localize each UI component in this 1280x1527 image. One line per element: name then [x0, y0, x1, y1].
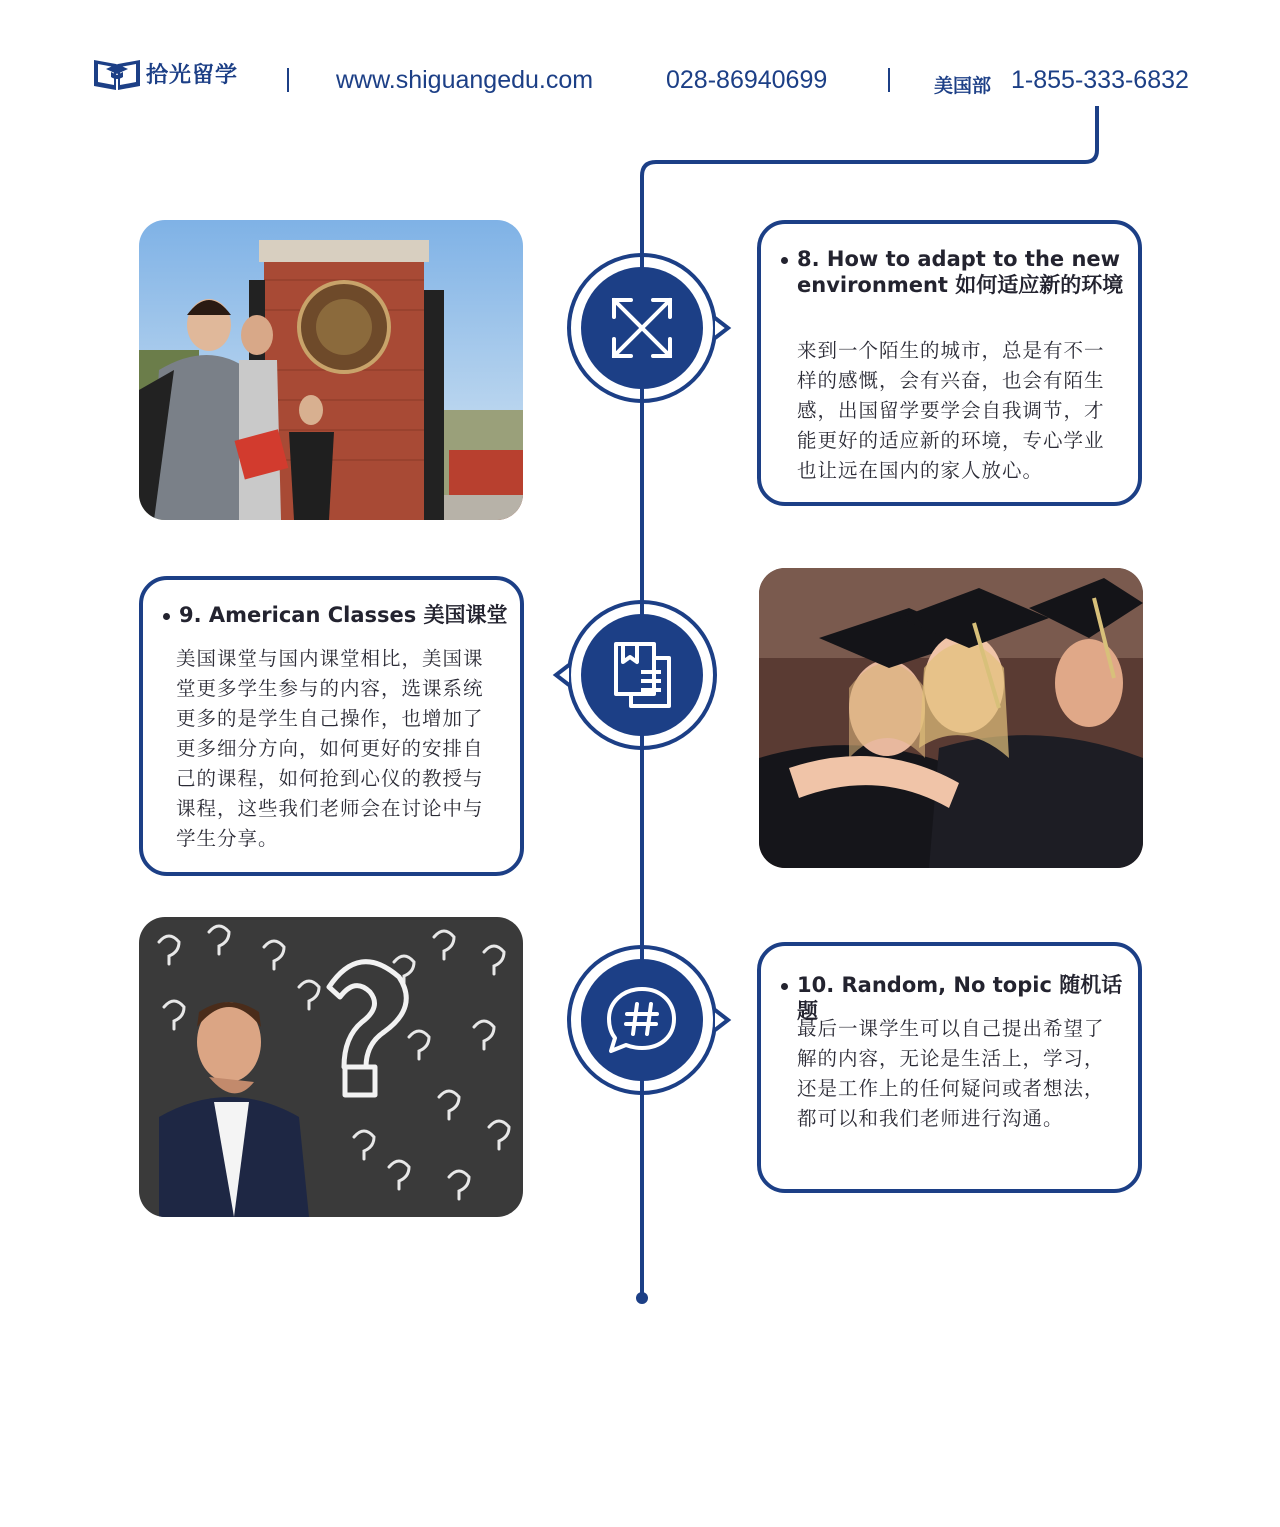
section-8-title-text: 8. How to adapt to the new environment 如何适应新的环境	[797, 247, 1124, 297]
section-10-title-text: 10. Random, No topic 随机话题	[797, 973, 1123, 1023]
header	[0, 0, 1280, 140]
section-9-card	[139, 576, 524, 876]
section-9-title	[179, 602, 514, 628]
book-cap-logo-icon	[92, 54, 142, 92]
bullet-dot	[781, 983, 788, 990]
bullet-dot	[163, 613, 170, 620]
hashtag-chat-icon	[581, 959, 703, 1081]
us-phone-number[interactable]: 1-855-333-6832	[1011, 66, 1189, 94]
university-gate-students-photo	[139, 220, 523, 520]
section-9-title-text: 9. American Classes 美国课堂	[179, 603, 508, 627]
section-8-card	[757, 220, 1142, 506]
section-8-title	[797, 246, 1127, 298]
bullet-dot	[781, 257, 788, 264]
section-10-body: 最后一课学生可以自己提出希望了解的内容，无论是生活上，学习，还是工作上的任何疑问或者想法，都可以和我们老师进行沟通。	[797, 1017, 1105, 1130]
phone-number[interactable]: 028-86940699	[666, 66, 828, 94]
us-dept-label: 美国部	[934, 75, 992, 97]
section-10-card	[757, 942, 1142, 1193]
brand-name: 拾光留学	[146, 62, 239, 88]
book-documents-icon	[581, 614, 703, 736]
section-8-body: 来到一个陌生的城市，总是有不一样的感慨，会有兴奋，也会有陌生感，出国留学要学会自我调节，才能更好的适应新的环境，专心学业也让远在国内的家人放心。	[797, 339, 1105, 482]
section-9-body: 美国课堂与国内课堂相比，美国课堂更多学生参与的内容，选课系统更多的是学生自己操作，也增加了更多细分方向，如何更好的安排自己的课程，如何抢到心仪的教授与课程，这些我们老师会在讨论中与学生分享。	[176, 647, 484, 850]
man-question-marks-photo	[139, 917, 523, 1217]
website-link[interactable]: www.shiguangedu.com	[336, 66, 594, 94]
expand-arrows-icon	[581, 267, 703, 389]
header-divider	[287, 68, 289, 92]
graduates-hugging-photo	[759, 568, 1143, 868]
header-divider	[888, 68, 890, 92]
brand-logo[interactable]	[92, 54, 238, 92]
